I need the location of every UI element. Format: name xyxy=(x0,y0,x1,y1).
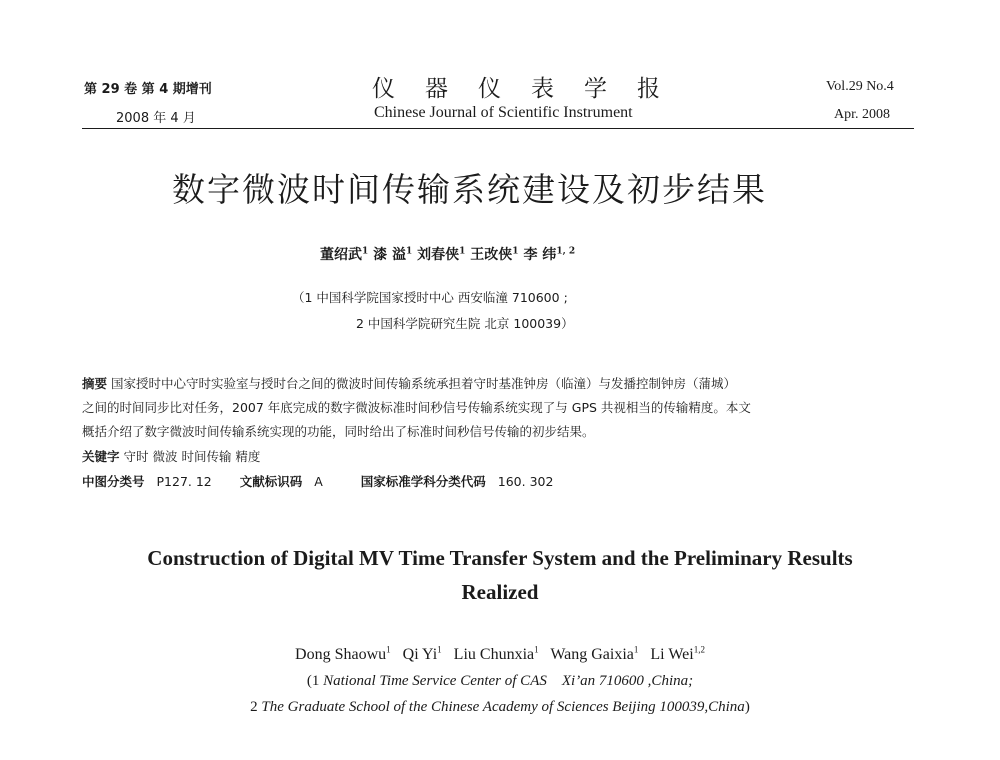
author-en: Li Wei xyxy=(650,646,694,663)
keywords-label: 关键字 xyxy=(82,449,120,464)
abstract-label: 摘要 xyxy=(82,376,108,391)
volume-issue: 第 29 卷 第 4 期增刊 xyxy=(84,82,212,97)
classification-cn: 中图分类号 P127. 12 文献标识码 A 国家标准学科分类代码 160. 302 xyxy=(82,474,554,489)
author-list-en: Dong Shaowu$^1$ Qi Yi$^1$ Liu Chunxia$^1$ Wang Gaixia$^1$ Li Wei$^{1,2}$ xyxy=(295,644,705,663)
author-cn: 李 纬 xyxy=(523,247,557,263)
affiliation-en-2: 2 The Graduate School of the Chinese Academy of Sciences Beijing 100039,China) xyxy=(250,699,750,715)
journal-title-cn: 仪器仪表学报 xyxy=(372,76,690,102)
author-list-cn: 董绍武$^1$ 漆 溢$^1$ 刘春侠$^1$ 王改侠$^1$ 李 纬$^{1, 2}$ xyxy=(320,246,576,263)
author-cn: 王改侠 xyxy=(470,247,513,263)
affiliation-cn-1: （1 中国科学院国家授时中心 西安临潼 710600 ; xyxy=(292,290,568,305)
paper-title-cn: 数字微波时间传输系统建设及初步结果 xyxy=(172,170,767,209)
author-en: Wang Gaixia xyxy=(550,646,634,663)
abstract-cn-line-1: 摘要 国家授时中心守时实验室与授时台之间的微波时间传输系统承担着守时基准钟房（临潼）与发播控制钟房（蒲城） xyxy=(82,376,737,391)
author-cn: 刘春侠 xyxy=(417,247,460,263)
affiliation-cn-2: 2 中国科学院研究生院 北京 100039） xyxy=(356,316,574,331)
keywords-cn: 关键字 守时 微波 时间传输 精度 xyxy=(82,449,261,464)
author-en: Liu Chunxia xyxy=(453,646,535,663)
author-cn: 漆 溢 xyxy=(373,247,407,263)
doc-code-label: 文献标识码 xyxy=(239,474,303,489)
abstract-cn-line-3: 概括介绍了数字微波时间传输系统实现的功能，同时给出了标准时间秒信号传输的初步结果。 xyxy=(82,424,595,439)
paper-title-en-line-1: Construction of Digital MV Time Transfer System and the Preliminary Results xyxy=(147,546,853,570)
abstract-cn-line-2: 之间的时间同步比对任务，2007 年底完成的数字微波标准时间秒信号传输系统实现了与 GPS 共视相当的传输精度。本文 xyxy=(82,400,751,415)
issue-date-cn: 2008 年 4 月 xyxy=(116,111,196,126)
affiliation-en-1: (1 National Time Service Center of CAS Xi’an 710600 ,China; xyxy=(306,673,694,689)
header-rule xyxy=(82,128,914,129)
subject-code-label: 国家标准学科分类代码 xyxy=(360,474,486,489)
author-en: Qi Yi xyxy=(402,646,438,663)
issue-date-en: Apr. 2008 xyxy=(834,107,890,122)
journal-title-en: Chinese Journal of Scientific Instrument xyxy=(374,104,633,121)
paper-title-en-line-2: Realized xyxy=(461,580,539,604)
author-en: Dong Shaowu xyxy=(295,646,387,663)
clc-label: 中图分类号 xyxy=(82,474,145,489)
volume-issue-en: Vol.29 No.4 xyxy=(826,79,894,94)
author-cn: 董绍武 xyxy=(320,247,362,263)
